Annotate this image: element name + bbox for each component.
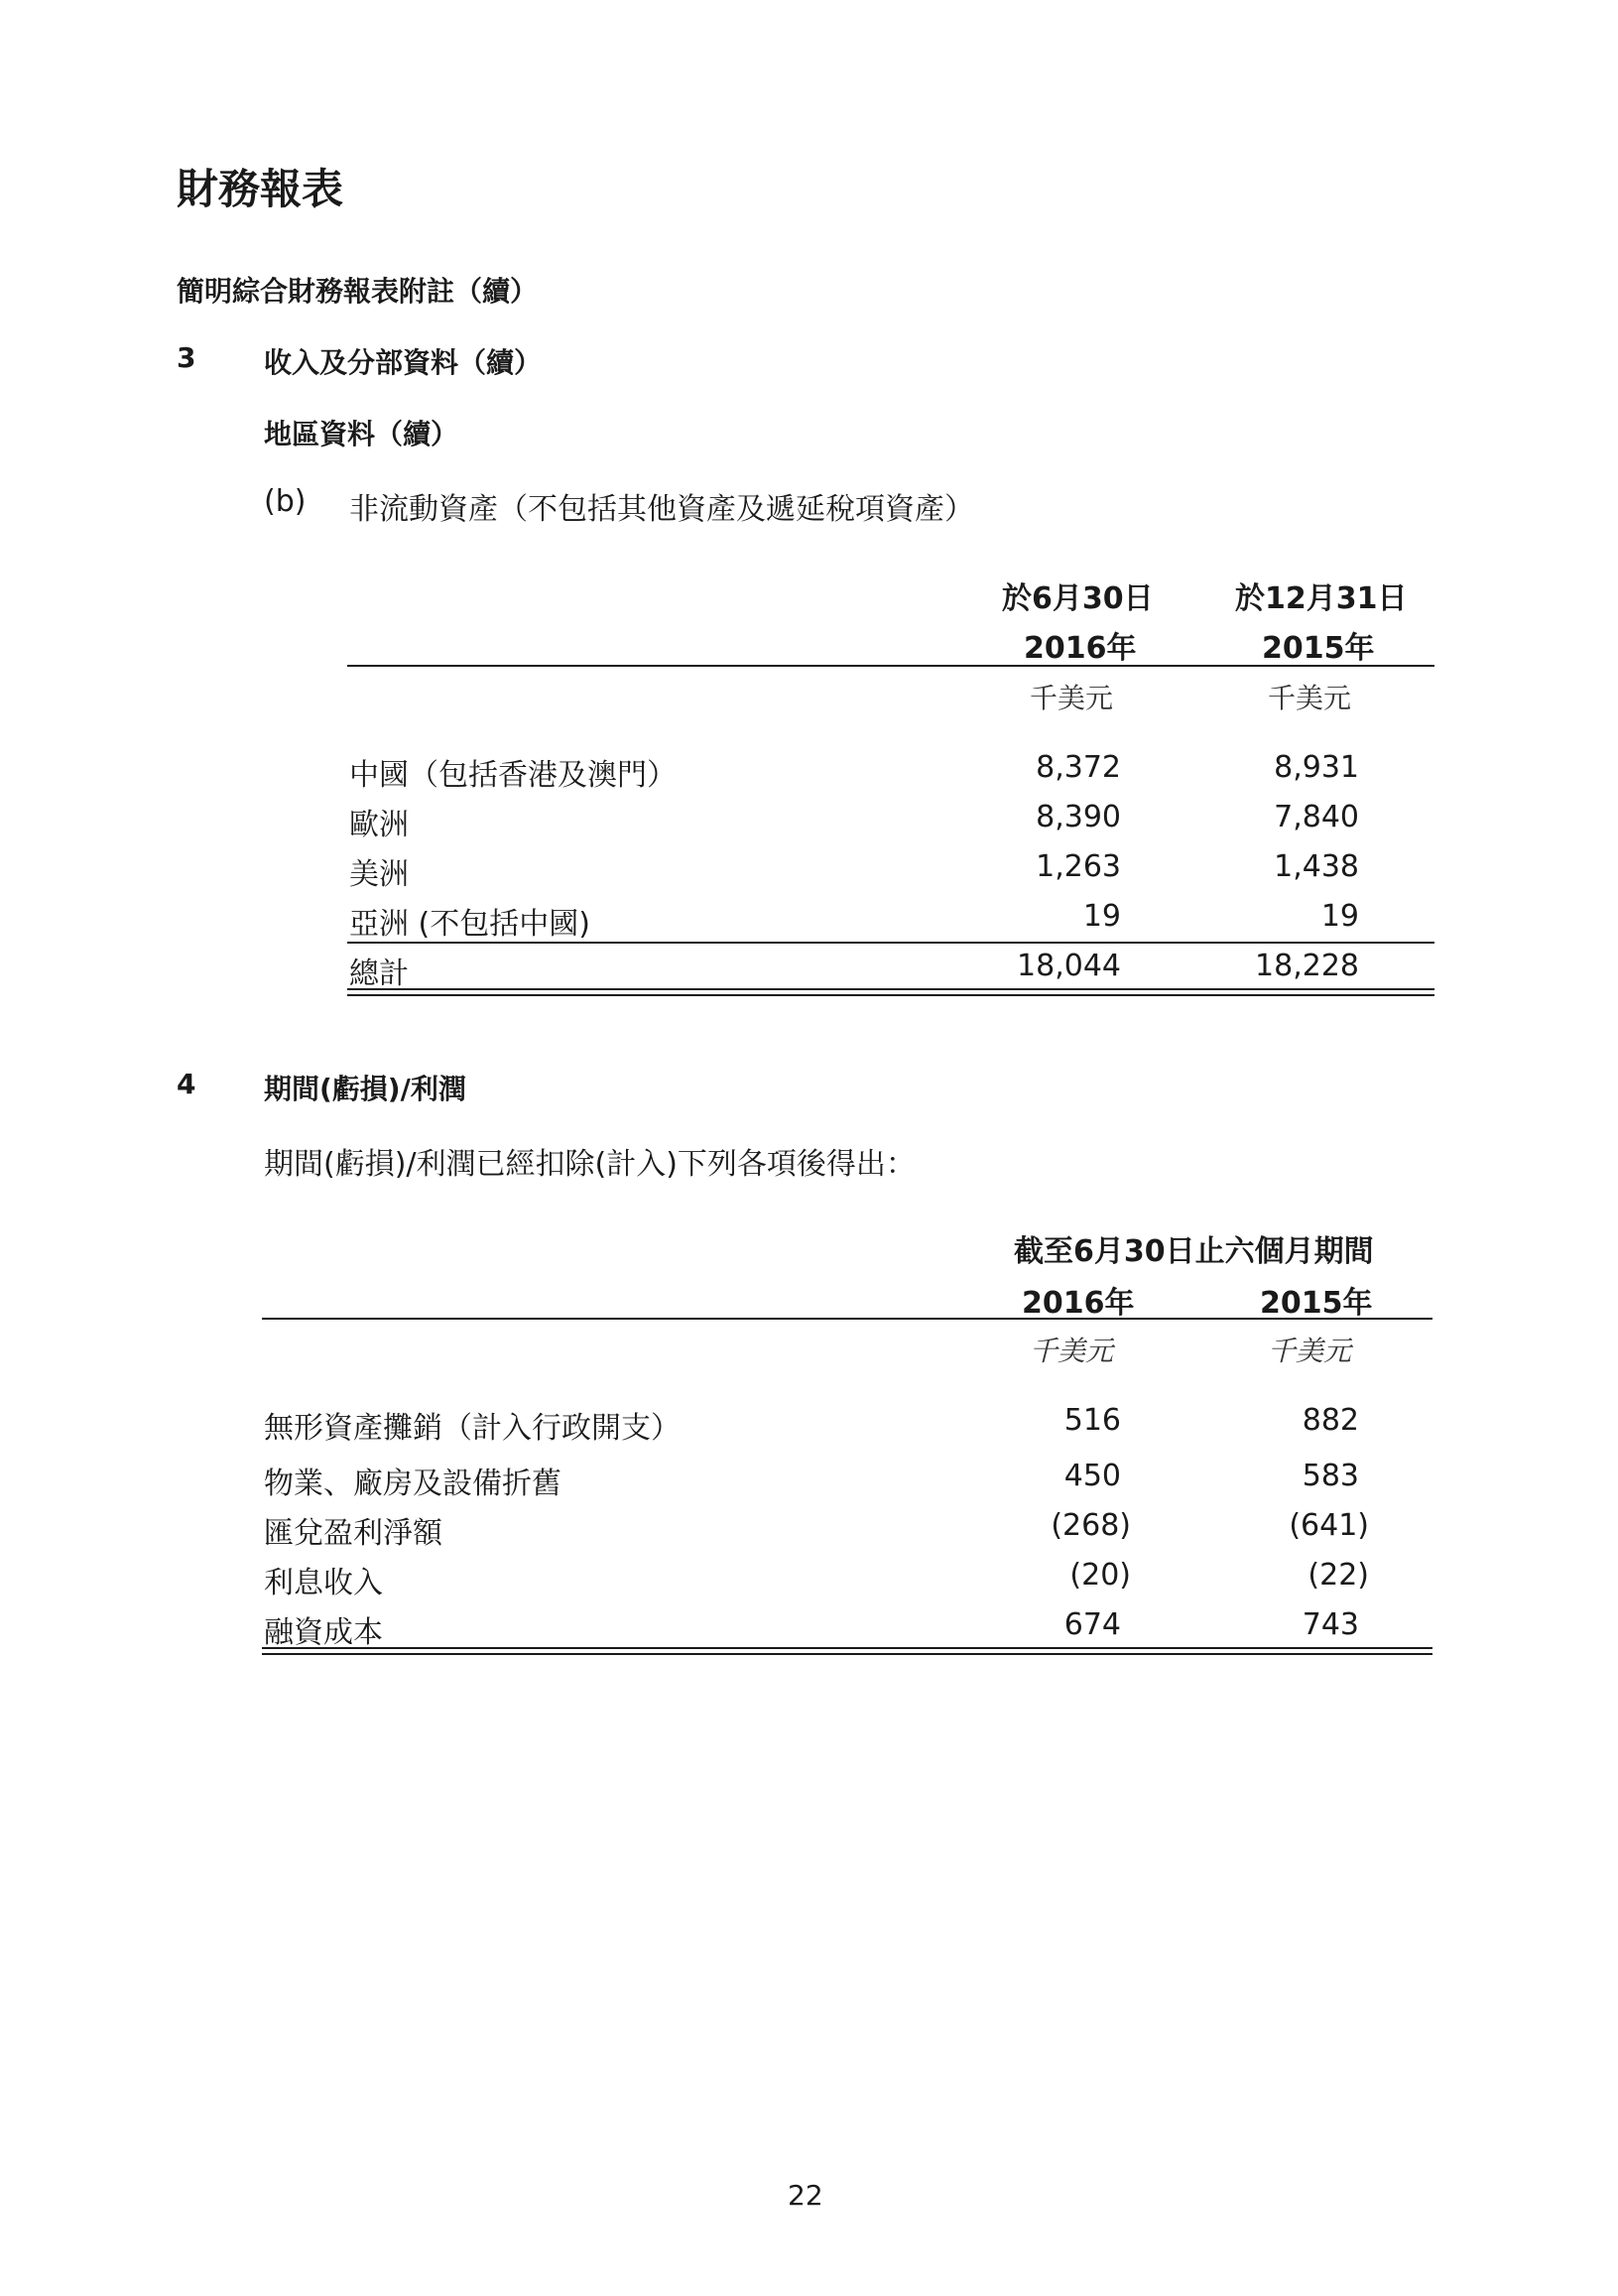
t1-row-value-2016: 1,263	[1036, 849, 1121, 884]
t2-row-value-2015: (641)	[1289, 1508, 1369, 1543]
t2-row-label: 利息收入	[264, 1566, 383, 1600]
t2-row-label: 融資成本	[264, 1615, 383, 1650]
t2-row-value-2016: 516	[1063, 1403, 1121, 1438]
section-3-title: 收入及分部資料（續）	[264, 346, 543, 379]
page-number: 22	[788, 2179, 823, 2212]
t2-row-value-2015: 743	[1302, 1607, 1359, 1642]
t2-bottom-double-rule-1	[262, 1647, 1432, 1649]
t1-col2-unit: 千美元	[1268, 682, 1352, 714]
t1-row-label: 亞洲 (不包括中國)	[349, 907, 590, 942]
t1-col1-header-year: 2016年	[1024, 631, 1137, 666]
t1-row-value-2015: 7,840	[1274, 800, 1359, 834]
t1-col2-header-date: 於12月31日	[1235, 581, 1408, 616]
t1-row-value-2015: 19	[1320, 899, 1359, 934]
page-title: 財務報表	[177, 165, 344, 213]
t1-total-label: 總計	[349, 957, 409, 991]
t1-col1-unit: 千美元	[1030, 682, 1114, 714]
t2-row-value-2015: 583	[1302, 1459, 1359, 1493]
t2-col1-unit: 千美元	[1030, 1335, 1114, 1367]
section-4-number: 4	[177, 1068, 196, 1100]
t2-row-value-2016: 450	[1063, 1459, 1121, 1493]
section-3-number: 3	[177, 341, 196, 374]
t1-row-label: 美洲	[349, 857, 409, 892]
t1-total-2016: 18,044	[1017, 949, 1121, 983]
section-4-intro: 期間(虧損)/利潤已經扣除(計入)下列各項後得出：	[264, 1147, 916, 1182]
t1-row-value-2016: 19	[1082, 899, 1121, 934]
t2-row-value-2016: (268)	[1051, 1508, 1131, 1543]
t1-header-rule	[347, 665, 1434, 667]
t1-row-value-2016: 8,390	[1036, 800, 1121, 834]
t1-total-top-rule	[347, 942, 1434, 944]
t1-total-double-rule-2	[347, 994, 1434, 996]
section-4-title: 期間(虧損)/利潤	[264, 1073, 466, 1105]
t1-row-label: 中國（包括香港及澳門）	[349, 758, 677, 793]
t2-row-value-2015: 882	[1302, 1403, 1359, 1438]
item-b-title: 非流動資產（不包括其他資產及遞延稅項資產）	[349, 492, 974, 527]
t1-total-double-rule-1	[347, 988, 1434, 990]
t2-row-value-2016: 674	[1063, 1607, 1121, 1642]
t1-row-label: 歐洲	[349, 808, 409, 842]
t2-col2-header-year: 2015年	[1260, 1286, 1373, 1321]
t2-header-rule	[262, 1318, 1432, 1320]
t2-col2-unit: 千美元	[1268, 1335, 1352, 1367]
t1-row-value-2015: 8,931	[1274, 750, 1359, 785]
t2-col1-header-year: 2016年	[1022, 1286, 1135, 1321]
t2-row-label: 匯兌盈利淨額	[264, 1516, 442, 1551]
t2-row-value-2016: (20)	[1069, 1558, 1131, 1593]
t1-col2-header-year: 2015年	[1262, 631, 1375, 666]
t1-total-2015: 18,228	[1255, 949, 1359, 983]
notes-subtitle: 簡明綜合財務報表附註（續）	[177, 275, 539, 308]
t1-row-value-2016: 8,372	[1036, 750, 1121, 785]
t1-col1-header-date: 於6月30日	[1002, 581, 1154, 616]
section-3-subheading: 地區資料（續）	[264, 418, 459, 450]
t2-period-header: 截至6月30日止六個月期間	[1014, 1234, 1374, 1269]
t1-row-value-2015: 1,438	[1274, 849, 1359, 884]
item-b-label: (b)	[264, 484, 307, 519]
t2-row-value-2015: (22)	[1307, 1558, 1369, 1593]
t2-bottom-double-rule-2	[262, 1653, 1432, 1655]
t2-row-label: 無形資產攤銷（計入行政開支）	[264, 1411, 681, 1446]
t2-row-label: 物業、廠房及設備折舊	[264, 1467, 561, 1501]
